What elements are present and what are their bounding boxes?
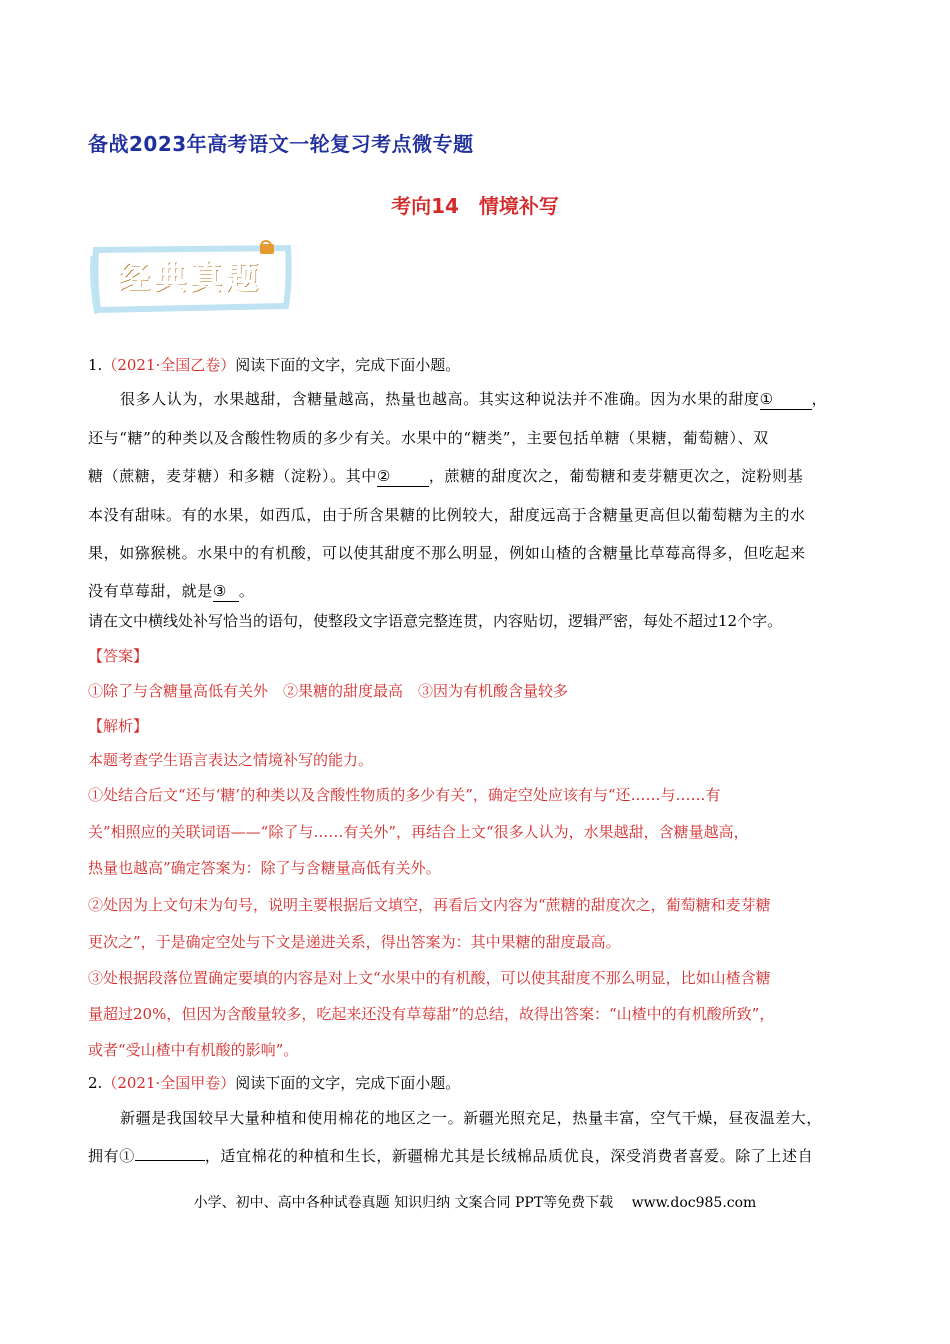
analysis-line: 量超过20%，但因为含酸量较多，吃起来还没有草莓甜”的总结，故得出答案：“山楂中的有机酸所致”， — [88, 1005, 775, 1023]
section-badge — [90, 240, 306, 316]
q2-instruction: 阅读下面的文字，完成下面小题。 — [235, 1074, 461, 1092]
blank-marker: ② — [376, 467, 391, 485]
q2-source: （2021·全国甲卷） — [102, 1074, 236, 1092]
passage-text: 拥有① — [88, 1147, 135, 1165]
q1-passage-line — [88, 581, 868, 602]
q1-passage-line: 本没有甜味。有的水果，如西瓜，由于所含果糖的比例较大，甜度远高于含糖量更高但以葡萄糖为主的水 — [88, 506, 806, 524]
analysis-line: 更次之”，于是确定空处与下文是递进关系，得出答案为：其中果糖的甜度最高。 — [88, 933, 621, 951]
analysis-line: ①处结合后文“还与‘糖’的种类以及含酸性物质的多少有关”，确定空处应该有与“还……与……有 — [88, 786, 721, 804]
q2-number: 2. — [88, 1074, 103, 1092]
answer-text: ①除了与含糖量高低有关外 ②果糖的甜度最高 ③因为有机酸含量较多 — [88, 682, 569, 700]
q2-passage-line: 新疆是我国较早大量种植和使用棉花的地区之一。新疆光照充足，热量丰富，空气干燥，昼夜温差大， — [120, 1109, 823, 1127]
analysis-line: 本题考查学生语言表达之情境补写的能力。 — [88, 751, 374, 769]
blank-marker: ③ — [212, 582, 227, 600]
blank-1 — [760, 389, 812, 410]
q1-passage-line — [120, 389, 900, 410]
q1-number: 1. — [88, 356, 103, 374]
footer-text: 小学、初中、高中各种试卷真题 知识归纳 文案合同 PPT等免费下载 www.doc985.com — [193, 1195, 757, 1211]
passage-text: 糖（蔗糖，麦芽糖）和多糖（淀粉）。其中 — [88, 467, 377, 485]
q1-header — [88, 355, 868, 375]
badge-label: 经典真题 — [117, 258, 262, 296]
blank-2 — [377, 466, 429, 487]
passage-text: ，蔗糖的甜度次之，葡萄糖和麦芽糖更次之，淀粉则基 — [428, 467, 804, 485]
q1-passage-line — [88, 466, 868, 487]
passage-text: ， — [811, 390, 828, 408]
blank-marker: ① — [759, 390, 774, 408]
analysis-line: 热量也越高”确定答案为：除了与含糖量高低有关外。 — [88, 859, 441, 877]
passage-text: ，适宜棉花的种植和生长，新疆棉尤其是长绒棉品质优良，深受消费者喜爱。除了上述自 — [204, 1147, 814, 1165]
topic-title: 考向14 情境补写 — [391, 194, 559, 218]
analysis-line: ③处根据段落位置确定要填的内容是对上文“水果中的有机酸，可以使其甜度不那么明显，比如山楂含糖 — [88, 969, 771, 987]
series-title: 备战2023年高考语文一轮复习考点微专题 — [88, 132, 474, 156]
q1-passage-line: 果，如猕猴桃。水果中的有机酸，可以使其甜度不那么明显，例如山楂的含糖量比草莓高得多，但吃起来 — [88, 544, 806, 562]
analysis-label: 【解析】 — [88, 717, 149, 735]
q2-passage-line — [88, 1146, 868, 1166]
analysis-line: 关”相照应的关联词语——“除了与……有关外”，再结合上文“很多人认为，水果越甜，含糖量越高， — [88, 823, 749, 841]
q1-instruction: 阅读下面的文字，完成下面小题。 — [235, 356, 461, 374]
q1-task: 请在文中横线处补写恰当的语句，使整段文字语意完整连贯，内容贴切，逻辑严密，每处不超过12个字。 — [88, 612, 783, 630]
passage-text: 没有草莓甜，就是 — [88, 582, 213, 600]
q2-header — [88, 1073, 868, 1093]
analysis-line: ②处因为上文句末为句号，说明主要根据后文填空，再看后文内容为“蔗糖的甜度次之，葡萄糖和麦芽糖 — [88, 896, 771, 914]
answer-label: 【答案】 — [88, 647, 149, 665]
analysis-line: 或者“受山楂中有机酸的影响”。 — [88, 1041, 299, 1059]
passage-text: 很多人认为，水果越甜，含糖量越高，热量也越高。其实这种说法并不准确。因为水果的甜度 — [120, 390, 760, 408]
q1-source: （2021·全国乙卷） — [102, 356, 236, 374]
q1-passage-line: 还与“糖”的种类以及含酸性物质的多少有关。水果中的“糖类”，主要包括单糖（果糖，葡萄糖）、双 — [88, 429, 769, 447]
passage-text: 。 — [238, 582, 255, 600]
blank-1 — [135, 1160, 205, 1161]
blank-3 — [213, 581, 239, 602]
